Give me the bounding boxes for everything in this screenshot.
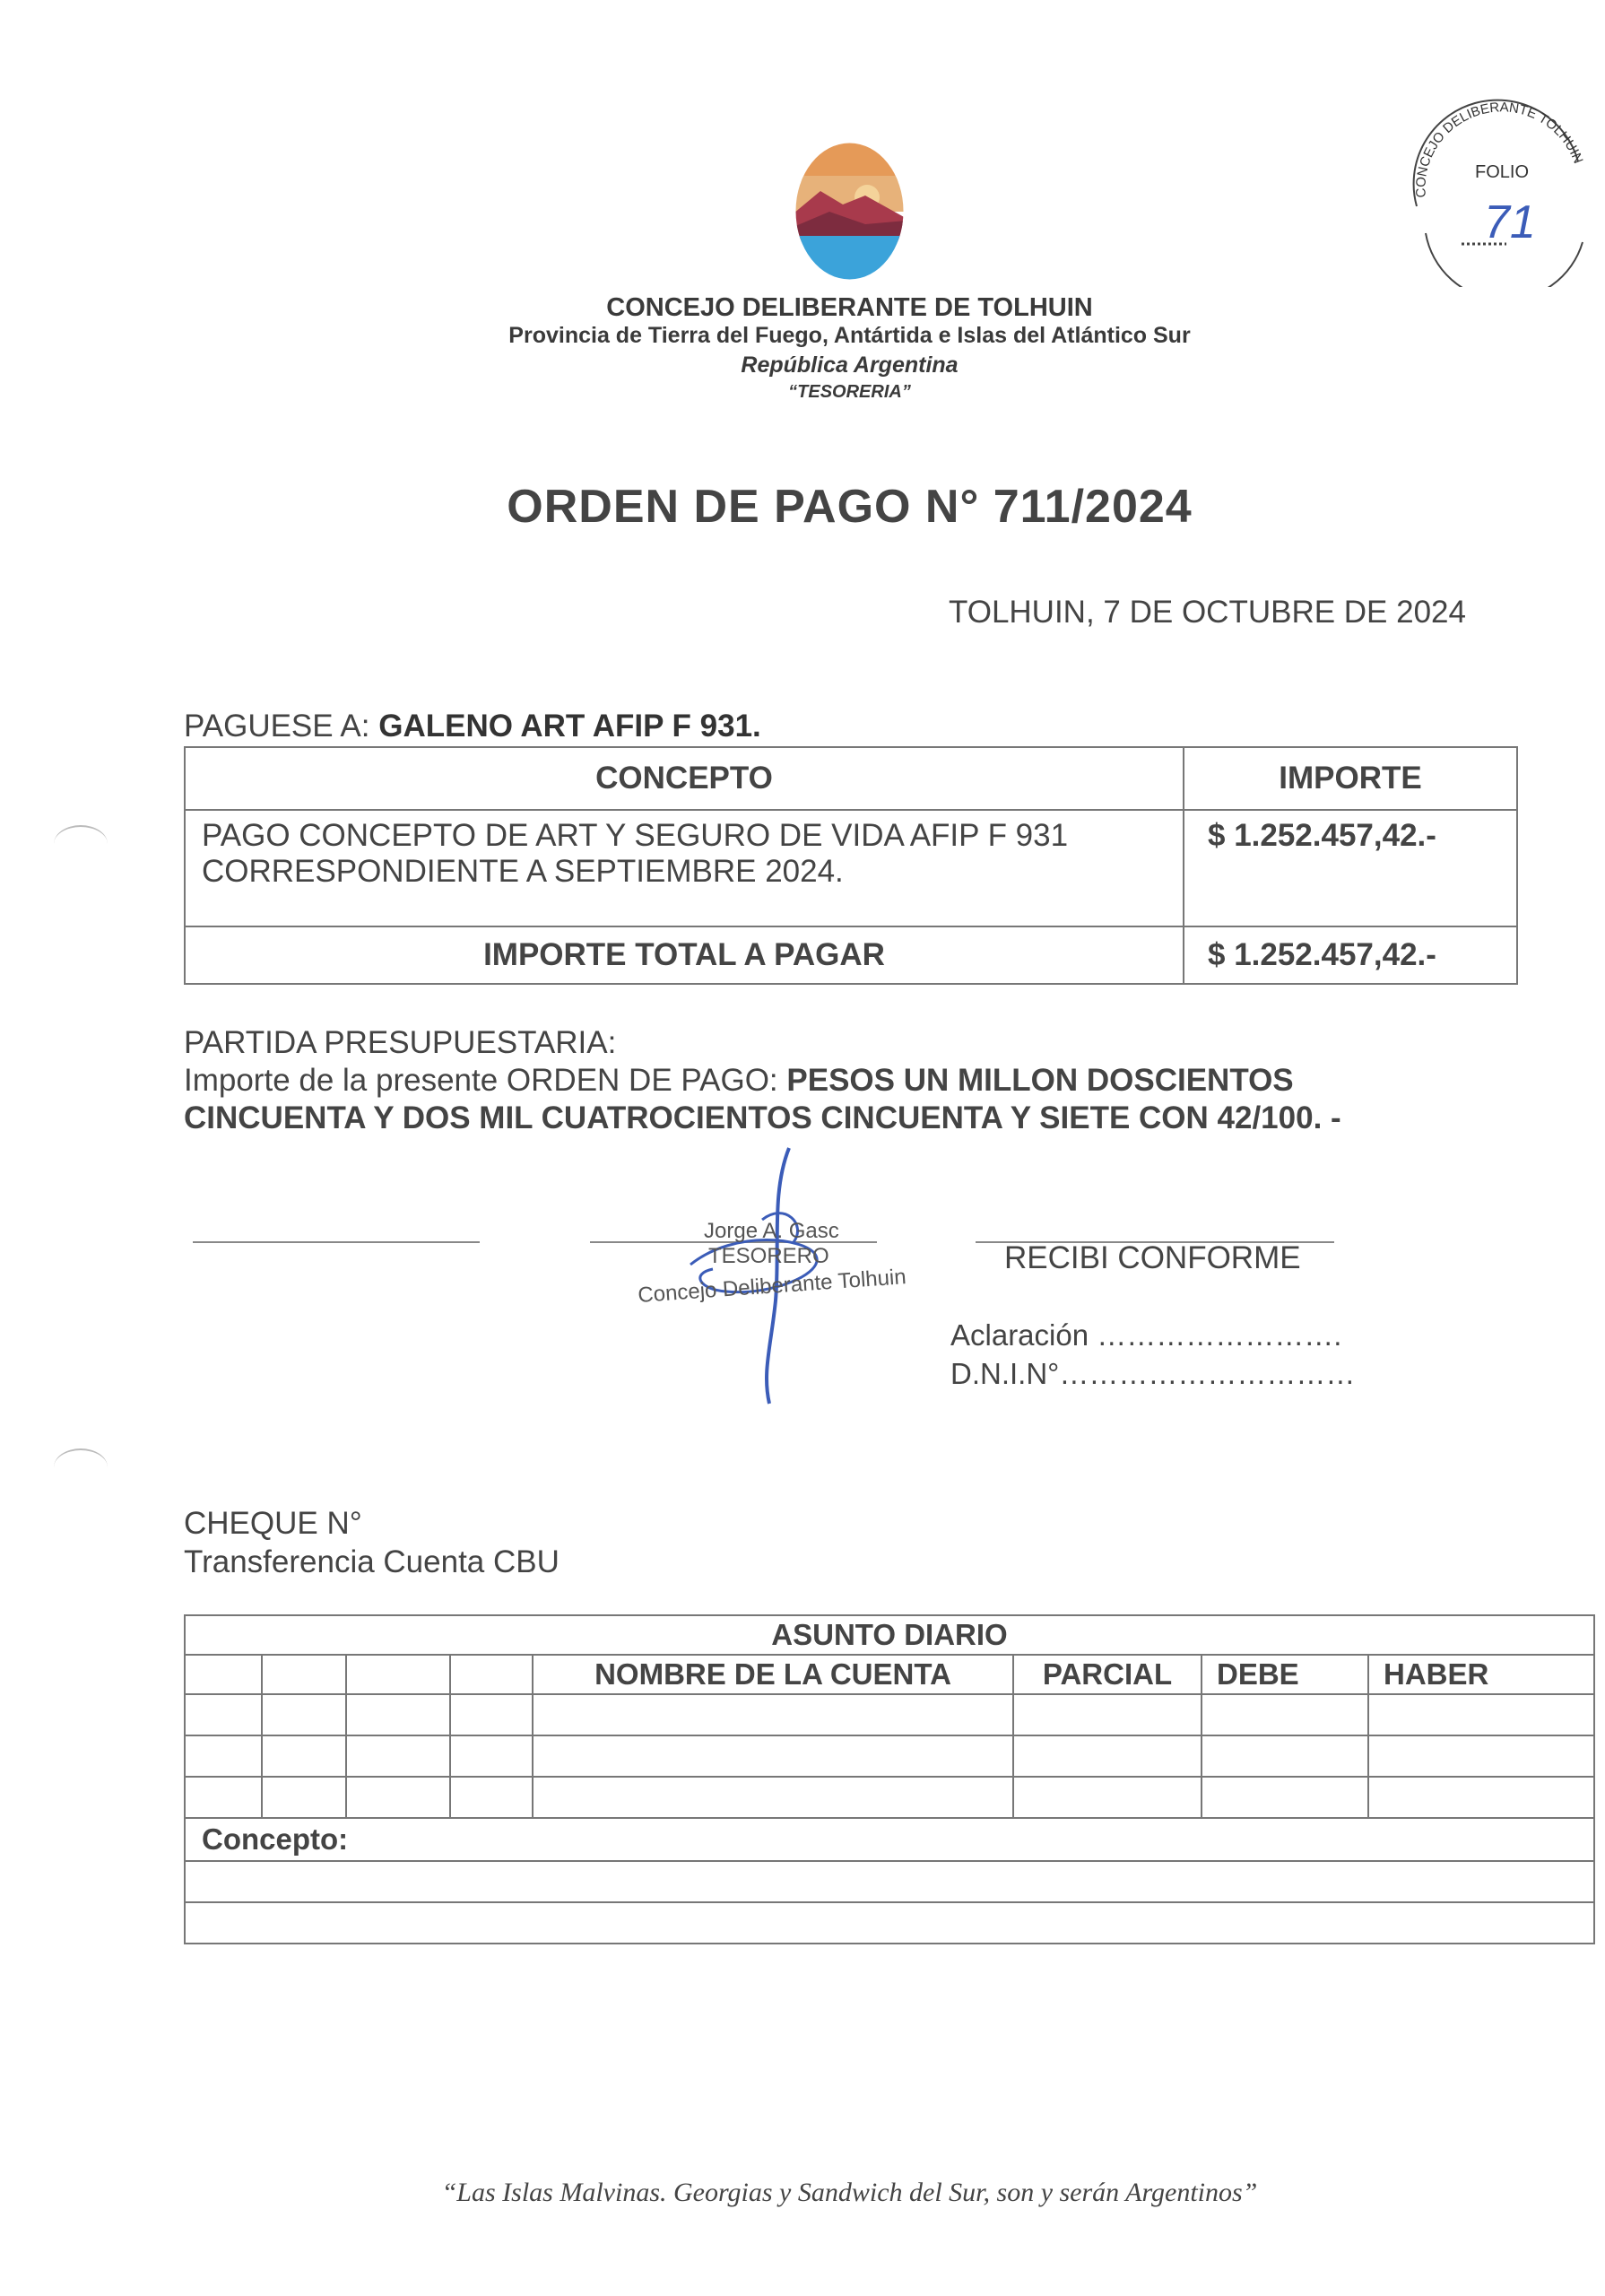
place-date: TOLHUIN, 7 DE OCTUBRE DE 2024 [948, 595, 1466, 630]
stamp-number: 71 [1484, 196, 1536, 248]
partida-block [184, 1024, 1341, 1137]
concept-header: CONCEPTO [185, 747, 1184, 810]
concept-line-2: CORRESPONDIENTE A SEPTIEMBRE 2024. [202, 854, 844, 889]
column-partial: PARCIAL [1013, 1655, 1202, 1694]
partida-label: PARTIDA PRESUPUESTARIA: [184, 1025, 617, 1060]
signature-line [193, 1241, 480, 1243]
journal-title: ASUNTO DIARIO [185, 1615, 1594, 1655]
table-row [185, 1861, 1594, 1902]
folio-stamp [1399, 99, 1596, 287]
signatory-org: Concejo Deliberante Tolhuin [637, 1265, 907, 1308]
total-label: IMPORTE TOTAL A PAGAR [185, 926, 1184, 984]
concept-table [184, 746, 1518, 985]
column-debit: DEBE [1202, 1655, 1368, 1694]
country-name: República Argentina [741, 352, 959, 378]
treasurer-signature-stamp [628, 1139, 950, 1417]
importe-words-1: PESOS UN MILLON DOSCIENTOS [786, 1063, 1294, 1098]
table-row [185, 1735, 1594, 1777]
column-credit: HABER [1368, 1655, 1594, 1694]
signatory-name: Jorge A. Gasc [704, 1219, 839, 1243]
transfer-label: Transferencia Cuenta CBU [184, 1544, 560, 1579]
table-row [185, 1694, 1594, 1735]
punch-hole-mark [54, 825, 108, 863]
punch-hole-mark [54, 1448, 108, 1486]
table-row [185, 1902, 1594, 1944]
concept-description [185, 810, 1184, 926]
receipt-label: RECIBI CONFORME [1004, 1240, 1301, 1275]
importe-prefix: Importe de la presente ORDEN DE PAGO: [184, 1063, 787, 1098]
total-amount: $ 1.252.457,42.- [1184, 926, 1517, 984]
council-logo [794, 142, 906, 281]
importe-words-2: CINCUENTA Y DOS MIL CUATROCIENTOS CINCUENTA Y SIETE CON 42/100. - [184, 1100, 1341, 1135]
amount-header: IMPORTE [1184, 747, 1517, 810]
concept-label: Concepto: [185, 1818, 1594, 1861]
concept-line-1: PAGO CONCEPTO DE ART Y SEGURO DE VIDA AFIP F 931 [202, 818, 1069, 853]
payee-name: GALENO ART AFIP F 931. [378, 709, 761, 744]
column-account-name: NOMBRE DE LA CUENTA [533, 1655, 1013, 1694]
concept-amount: $ 1.252.457,42.- [1184, 810, 1517, 926]
stamp-ring-text: CONCEJO DELIBERANTE TOLHUIN [1413, 100, 1586, 198]
signatory-role: TESORERO [708, 1244, 829, 1268]
payee-label: PAGUESE A: [184, 709, 370, 744]
payment-method [184, 1504, 560, 1581]
province-name: Provincia de Tierra del Fuego, Antártida e Islas del Atlántico Sur [508, 323, 1191, 348]
document-title: ORDEN DE PAGO N° 711/2024 [507, 481, 1193, 533]
table-row [185, 1777, 1594, 1818]
payee-line [184, 709, 761, 744]
footer-quote: “Las Islas Malvinas. Georgias y Sandwich del Sur, son y serán Argentinos” [441, 2178, 1258, 2207]
aclaracion-field: Aclaración ……………………. [950, 1318, 1342, 1352]
total-row [185, 926, 1517, 984]
department-name: “TESORERIA” [788, 382, 911, 402]
stamp-label: FOLIO [1475, 162, 1530, 182]
org-name: CONCEJO DELIBERANTE DE TOLHUIN [606, 293, 1093, 322]
svg-text:CONCEJO DELIBERANTE TOLHUIN [1413, 100, 1585, 198]
cheque-label: CHEQUE N° [184, 1506, 362, 1541]
journal-table [184, 1614, 1595, 1944]
table-row [185, 810, 1517, 926]
dni-field: D.N.I.N°………………………… [950, 1357, 1356, 1390]
